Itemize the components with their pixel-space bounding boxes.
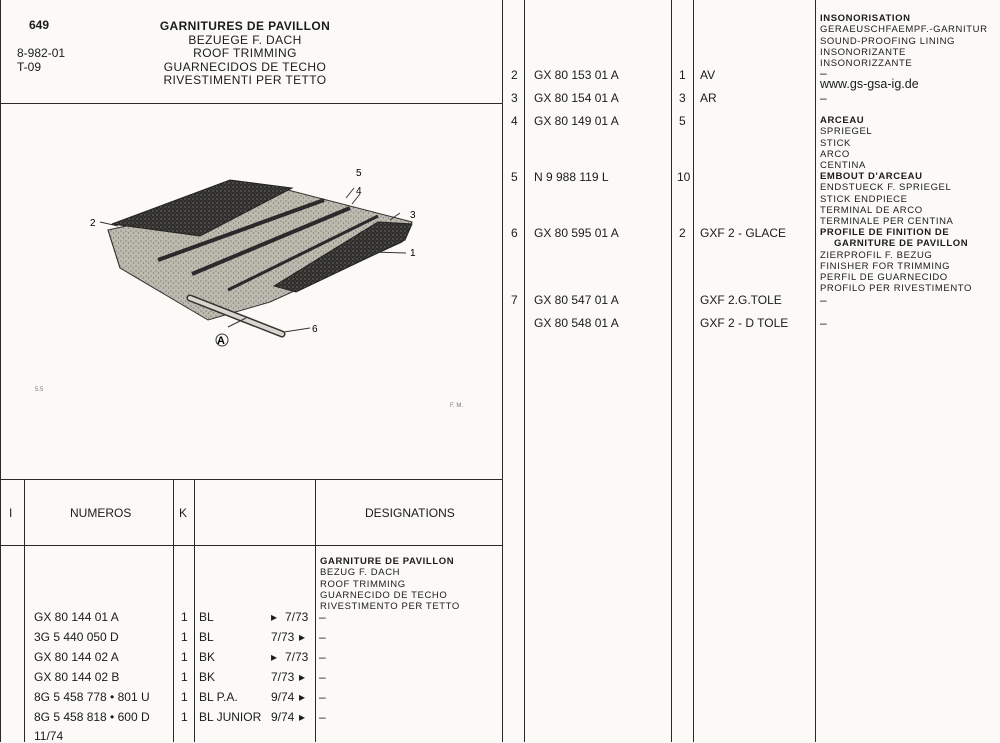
index: 5 [511, 170, 518, 184]
dash: – [820, 293, 827, 307]
part-number: GX 80 548 01 A [534, 316, 619, 330]
index: 4 [511, 114, 518, 128]
reference-code-2: T-09 [17, 60, 42, 74]
designation-line: SPRIEGEL [820, 126, 873, 138]
designation-line: ENDSTUECK F. SPRIEGEL [820, 182, 952, 194]
quantity: 1 [181, 610, 188, 624]
quantity: 1 [181, 670, 188, 684]
quantity: 10 [677, 170, 691, 184]
variant: BL [199, 610, 214, 624]
arrow-icon: ▸ [299, 690, 306, 704]
index: 2 [511, 68, 518, 82]
part-number: 8G 5 458 818 • 600 D [34, 710, 150, 724]
part-number: GX 80 154 01 A [534, 91, 619, 105]
designation-line: TERMINAL DE ARCO [820, 204, 923, 216]
quantity: 1 [181, 650, 188, 664]
tiny-mark-right: F. M. [450, 403, 463, 409]
designation-line: INSONORIZZANTE [820, 58, 913, 70]
page-divider [502, 0, 503, 742]
variant: BL P.A. [199, 690, 238, 704]
callout-4: 4 [356, 186, 362, 197]
variant: BL JUNIOR [199, 710, 262, 724]
part-number: GX 80 149 01 A [534, 114, 619, 128]
date: 7/73 [271, 630, 295, 644]
group-line-en: ROOF TRIMMING [320, 578, 406, 590]
designation-line: GERAEUSCHFAEMPF.-GARNITUR [820, 24, 988, 36]
designation-line: PROFILO PER RIVESTIMENTO [820, 283, 972, 295]
variant: BL [199, 630, 214, 644]
date: 7/73 [285, 610, 309, 624]
part-number: GX 80 153 01 A [534, 68, 619, 82]
header-bottom-rule [0, 103, 502, 104]
part-number: GX 80 144 01 A [34, 610, 119, 624]
left-col-num-divider [173, 479, 174, 742]
designation-title: INSONORISATION [820, 13, 911, 24]
designation-line: ZIERPROFIL F. BEZUG [820, 249, 933, 261]
part-number: GX 80 144 02 A [34, 650, 119, 664]
roof-trimming-illustration [60, 150, 440, 360]
designation-line: FINISHER FOR TRIMMING [820, 260, 951, 272]
part-number: GX 80 547 01 A [534, 293, 619, 307]
variant: GXF 2.G.TOLE [700, 293, 782, 307]
dash: – [319, 630, 326, 644]
right-col-i-divider [524, 0, 525, 742]
col-header-designations: DESIGNATIONS [365, 506, 455, 520]
dash: – [319, 670, 326, 684]
part-number: 3G 5 440 050 D [34, 630, 119, 644]
index: 3 [511, 91, 518, 105]
index: 6 [511, 226, 518, 240]
website-url: www.gs-gsa-ig.de [820, 77, 919, 91]
detail-label: A [217, 335, 225, 347]
arrow-icon: ▸ [299, 670, 306, 684]
left-col-i-divider [24, 479, 25, 742]
arrow-icon: ▸ [299, 710, 306, 724]
index: 7 [511, 293, 518, 307]
quantity: 1 [181, 630, 188, 644]
quantity: 1 [181, 690, 188, 704]
left-border [0, 0, 1, 742]
group-line-it: RIVESTIMENTO PER TETTO [320, 601, 460, 613]
quantity: 2 [679, 226, 686, 240]
group-line-es: GUARNECIDO DE TECHO [320, 589, 448, 601]
dash: – [319, 610, 326, 624]
quantity: 1 [679, 68, 686, 82]
part-number: GX 80 144 02 B [34, 670, 120, 684]
right-col-k-divider [693, 0, 694, 742]
dash: – [820, 316, 827, 330]
part-number: GX 80 595 01 A [534, 226, 619, 240]
designation-line: STICK ENDPIECE [820, 193, 908, 205]
reference-code: 8-982-01 [17, 46, 66, 60]
left-col-spec-divider [315, 479, 316, 742]
right-col-num-divider [671, 0, 672, 742]
designation-title: GARNITURE DE PAVILLON [834, 238, 969, 250]
designation-embout [820, 171, 953, 227]
quantity: 5 [679, 114, 686, 128]
col-header-i: I [9, 506, 13, 520]
dash: – [820, 66, 827, 80]
variant: BK [199, 650, 216, 664]
designation-line: SOUND-PROOFING LINING [820, 35, 956, 47]
variant: GXF 2 - D TOLE [700, 316, 789, 330]
table-header-rule [0, 545, 502, 546]
date: 7/73 [271, 670, 295, 684]
tiny-mark-left: 5.5 [35, 387, 44, 393]
title-fr: GARNITURES DE PAVILLON [159, 19, 331, 33]
title-es: GUARNECIDOS DE TECHO [163, 59, 327, 74]
group-designation [320, 556, 460, 612]
right-col-spec-divider [815, 0, 816, 742]
designation-line: TERMINALE PER CENTINA [820, 216, 954, 228]
group-line-de: BEZUG F. DACH [320, 567, 401, 579]
callout-6: 6 [312, 324, 318, 335]
quantity: 3 [679, 91, 686, 105]
date: 9/74 [271, 710, 295, 724]
designation-line: PERFIL DE GUARNECIDO [820, 272, 948, 284]
arrow-icon: ▸ [271, 610, 278, 624]
part-number: N 9 988 119 L [534, 170, 609, 184]
callout-2: 2 [90, 218, 96, 229]
arrow-icon: ▸ [299, 630, 306, 644]
table-top-rule [0, 479, 502, 480]
variant: AV [700, 68, 716, 82]
dash: – [319, 710, 326, 724]
callout-1: 1 [410, 248, 416, 259]
page-number: 649 [29, 18, 50, 32]
designation-insonorisation [820, 13, 988, 69]
group-title: GARNITURE DE PAVILLON [320, 556, 455, 567]
left-col-k-divider [194, 479, 195, 742]
designation-title: ARCEAU [820, 115, 865, 126]
designation-title: EMBOUT D'ARCEAU [820, 171, 923, 182]
designation-profile [820, 227, 972, 295]
col-header-k: K [179, 506, 188, 520]
part-number: 8G 5 458 778 • 801 U [34, 690, 150, 704]
title-it: RIVESTIMENTI PER TETTO [163, 73, 327, 87]
variant: BK [199, 670, 216, 684]
designation-line: INSONORIZANTE [820, 46, 906, 58]
designation-line: STICK [820, 137, 851, 149]
col-header-numeros: NUMEROS [70, 506, 132, 520]
footer-date: 11/74 [34, 729, 64, 743]
variant: AR [700, 91, 717, 105]
date: 9/74 [271, 690, 295, 704]
arrow-icon: ▸ [271, 650, 278, 664]
designation-arceau [820, 115, 872, 171]
callout-3: 3 [410, 210, 416, 221]
designation-line: ARCO [820, 148, 850, 160]
date: 7/73 [285, 650, 309, 664]
title-de: BEZUEGE F. DACH [188, 32, 302, 47]
designation-line: CENTINA [820, 160, 866, 172]
dash: – [319, 690, 326, 704]
page-title [130, 20, 360, 88]
dash: – [820, 91, 827, 105]
quantity: 1 [181, 710, 188, 724]
callout-5: 5 [356, 168, 362, 179]
variant: GXF 2 - GLACE [700, 226, 787, 240]
title-en: ROOF TRIMMING [193, 46, 297, 60]
dash: – [319, 650, 326, 664]
designation-title: PROFILE DE FINITION DE [820, 227, 950, 238]
